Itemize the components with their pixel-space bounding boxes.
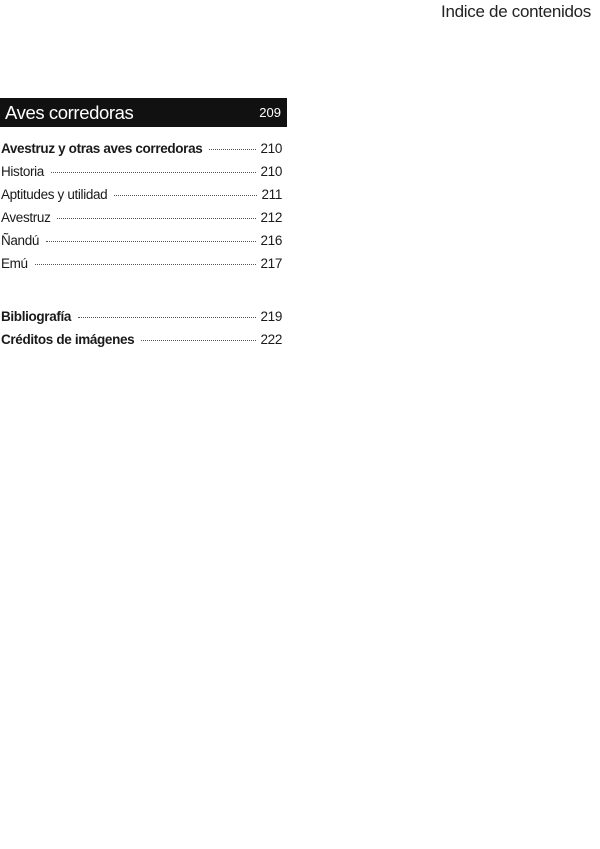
toc-entry-nandu[interactable] [0,233,287,256]
toc-entry-label: Emú [1,256,28,271]
toc-entry-emu[interactable] [0,256,287,279]
toc-entry-page: 210 [260,164,282,179]
toc-entry-creditos[interactable] [0,332,287,355]
toc-entry-page: 212 [260,210,282,225]
toc-entry-bibliografia[interactable] [0,309,287,332]
section-page-number: 209 [259,105,281,120]
toc-entry-page: 211 [261,187,282,202]
dot-leader [209,149,255,150]
toc-entry-label: Avestruz y otras aves corredoras [1,141,203,156]
dot-leader [35,264,256,265]
running-header: Indice de contenidos [441,2,591,21]
toc-entry-label: Créditos de imágenes [1,332,135,347]
toc-entry-label: Ñandú [1,233,40,248]
toc-entry-avestruz-y-otras[interactable] [0,141,287,164]
toc-entry-list [0,141,287,279]
section-header-bar [0,98,287,127]
dot-leader [141,340,255,341]
toc-entry-label: Aptitudes y utilidad [1,187,108,202]
toc-entry-page: 222 [260,332,282,347]
toc-entry-historia[interactable] [0,164,287,187]
toc-entry-label: Bibliografía [1,309,72,324]
toc-entry-page: 210 [260,141,282,156]
toc-entry-label: Historia [1,164,44,179]
dot-leader [57,218,255,219]
toc-entry-aptitudes[interactable] [0,187,287,210]
toc-entry-page: 217 [260,256,282,271]
toc-entry-page: 216 [260,233,282,248]
dot-leader [51,172,256,173]
table-of-contents [0,98,287,355]
back-matter-list [0,309,287,355]
toc-entry-avestruz[interactable] [0,210,287,233]
toc-entry-page: 219 [260,309,282,324]
dot-leader [114,195,256,196]
toc-entry-label: Avestruz [1,210,51,225]
dot-leader [78,317,255,318]
section-title: Aves corredoras [5,101,134,123]
dot-leader [46,241,255,242]
